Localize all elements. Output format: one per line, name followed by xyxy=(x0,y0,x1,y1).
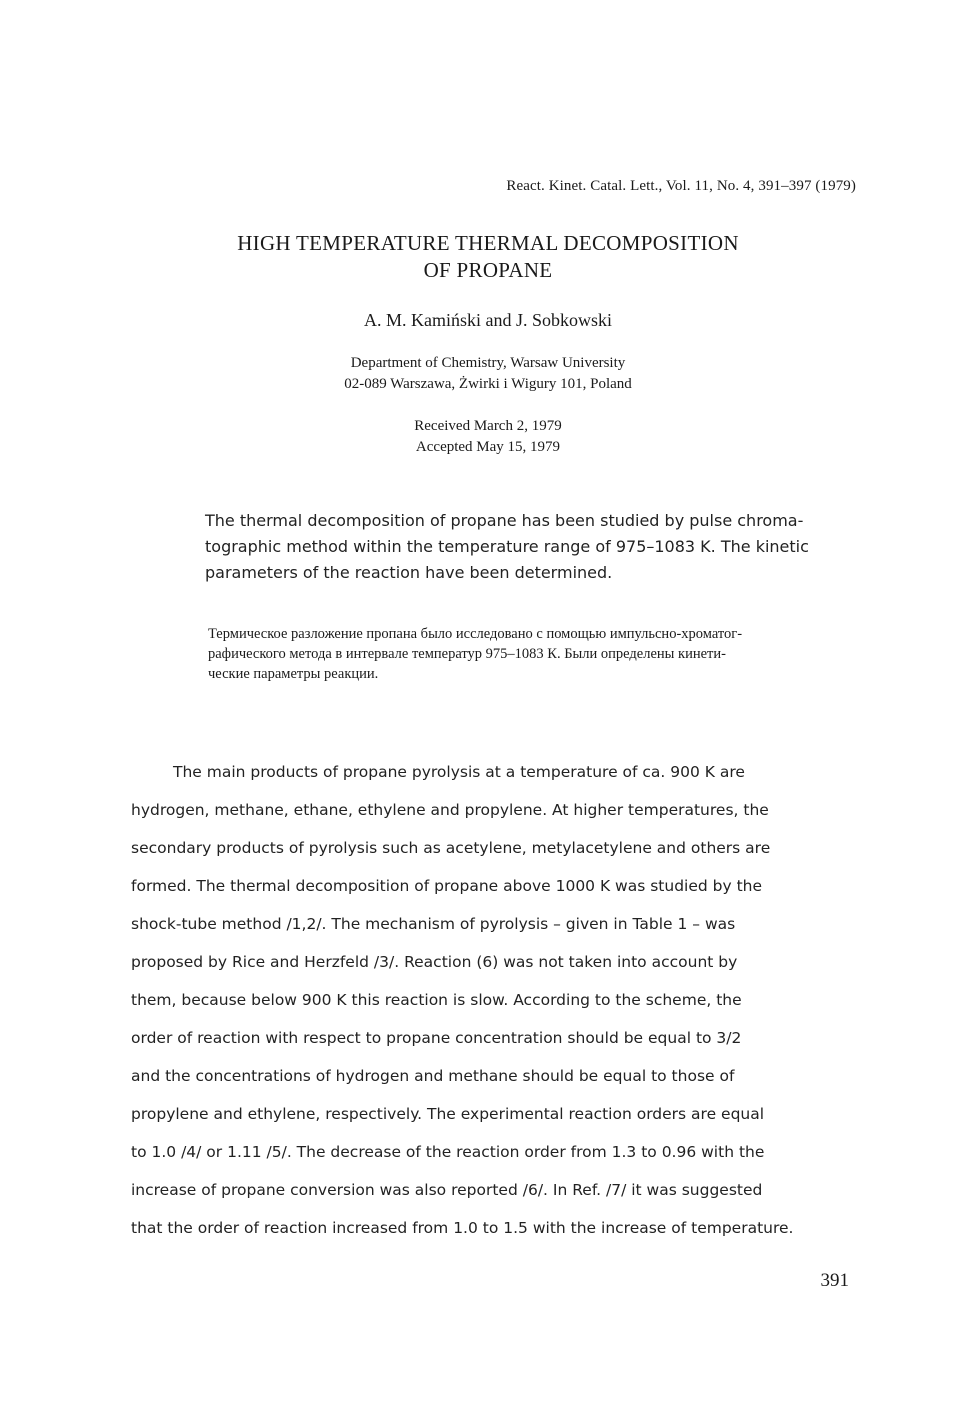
body-line: order of reaction with respect to propane concentration should be equal to 3/2 xyxy=(131,1029,742,1047)
body-line: them, because below 900 K this reaction is slow. According to the scheme, the xyxy=(131,991,742,1009)
article-title xyxy=(0,230,976,284)
abstract-english xyxy=(205,508,855,586)
body-line: secondary products of pyrolysis such as acetylene, metylacetylene and others are xyxy=(131,839,771,857)
abstract-line: parameters of the reaction have been determined. xyxy=(205,563,613,582)
authors: A. M. Kamiński and J. Sobkowski xyxy=(363,310,612,330)
title-line: HIGH TEMPERATURE THERMAL DECOMPOSITION xyxy=(237,231,739,255)
body-line: The main products of propane pyrolysis at a temperature of ca. 900 K are xyxy=(173,763,745,781)
abstract-line: The thermal decomposition of propane has been studied by pulse chroma- xyxy=(205,511,804,530)
body-line: shock-tube method /1,2/. The mechanism of pyrolysis – given in Table 1 – was xyxy=(131,915,736,933)
title-line: OF PROPANE xyxy=(423,258,553,282)
received-date: Received March 2, 1979 xyxy=(414,418,562,434)
body-line: propylene and ethylene, respectively. The experimental reaction orders are equal xyxy=(131,1105,765,1123)
dates xyxy=(0,416,976,458)
page-number: 391 xyxy=(820,1270,849,1291)
body-line: proposed by Rice and Herzfeld /3/. Reaction (6) was not taken into account by xyxy=(131,953,738,971)
body-line: that the order of reaction increased from 1.0 to 1.5 with the increase of temperature. xyxy=(131,1219,794,1237)
affiliation-line: Department of Chemistry, Warsaw University xyxy=(350,355,626,371)
body-text xyxy=(131,757,856,1251)
body-line: to 1.0 /4/ or 1.11 /5/. The decrease of the reaction order from 1.3 to 0.96 with the xyxy=(131,1143,765,1161)
abstract-line: рафического метода в интервале температур 975–1083 К. Были определены кинети- xyxy=(208,646,726,662)
abstract-line: ческие параметры реакции. xyxy=(208,666,379,682)
journal-citation: React. Kinet. Catal. Lett., Vol. 11, No. 4, 391–397 (1979) xyxy=(506,178,856,194)
accepted-date: Accepted May 15, 1979 xyxy=(415,439,561,455)
affiliation-line: 02-089 Warszawa, Żwirki i Wigury 101, Poland xyxy=(344,376,632,392)
abstract-russian xyxy=(208,624,888,684)
body-line: hydrogen, methane, ethane, ethylene and propylene. At higher temperatures, the xyxy=(131,801,769,819)
affiliation xyxy=(0,353,976,395)
body-line: formed. The thermal decomposition of propane above 1000 K was studied by the xyxy=(131,877,763,895)
abstract-line: tographic method within the temperature range of 975–1083 K. The kinetic xyxy=(205,537,809,556)
body-line: increase of propane conversion was also reported /6/. In Ref. /7/ it was suggested xyxy=(131,1181,763,1199)
body-line: and the concentrations of hydrogen and methane should be equal to those of xyxy=(131,1067,735,1085)
abstract-line: Термическое разложение пропана было исследовано с помощью импульсно-хроматог- xyxy=(208,626,743,642)
